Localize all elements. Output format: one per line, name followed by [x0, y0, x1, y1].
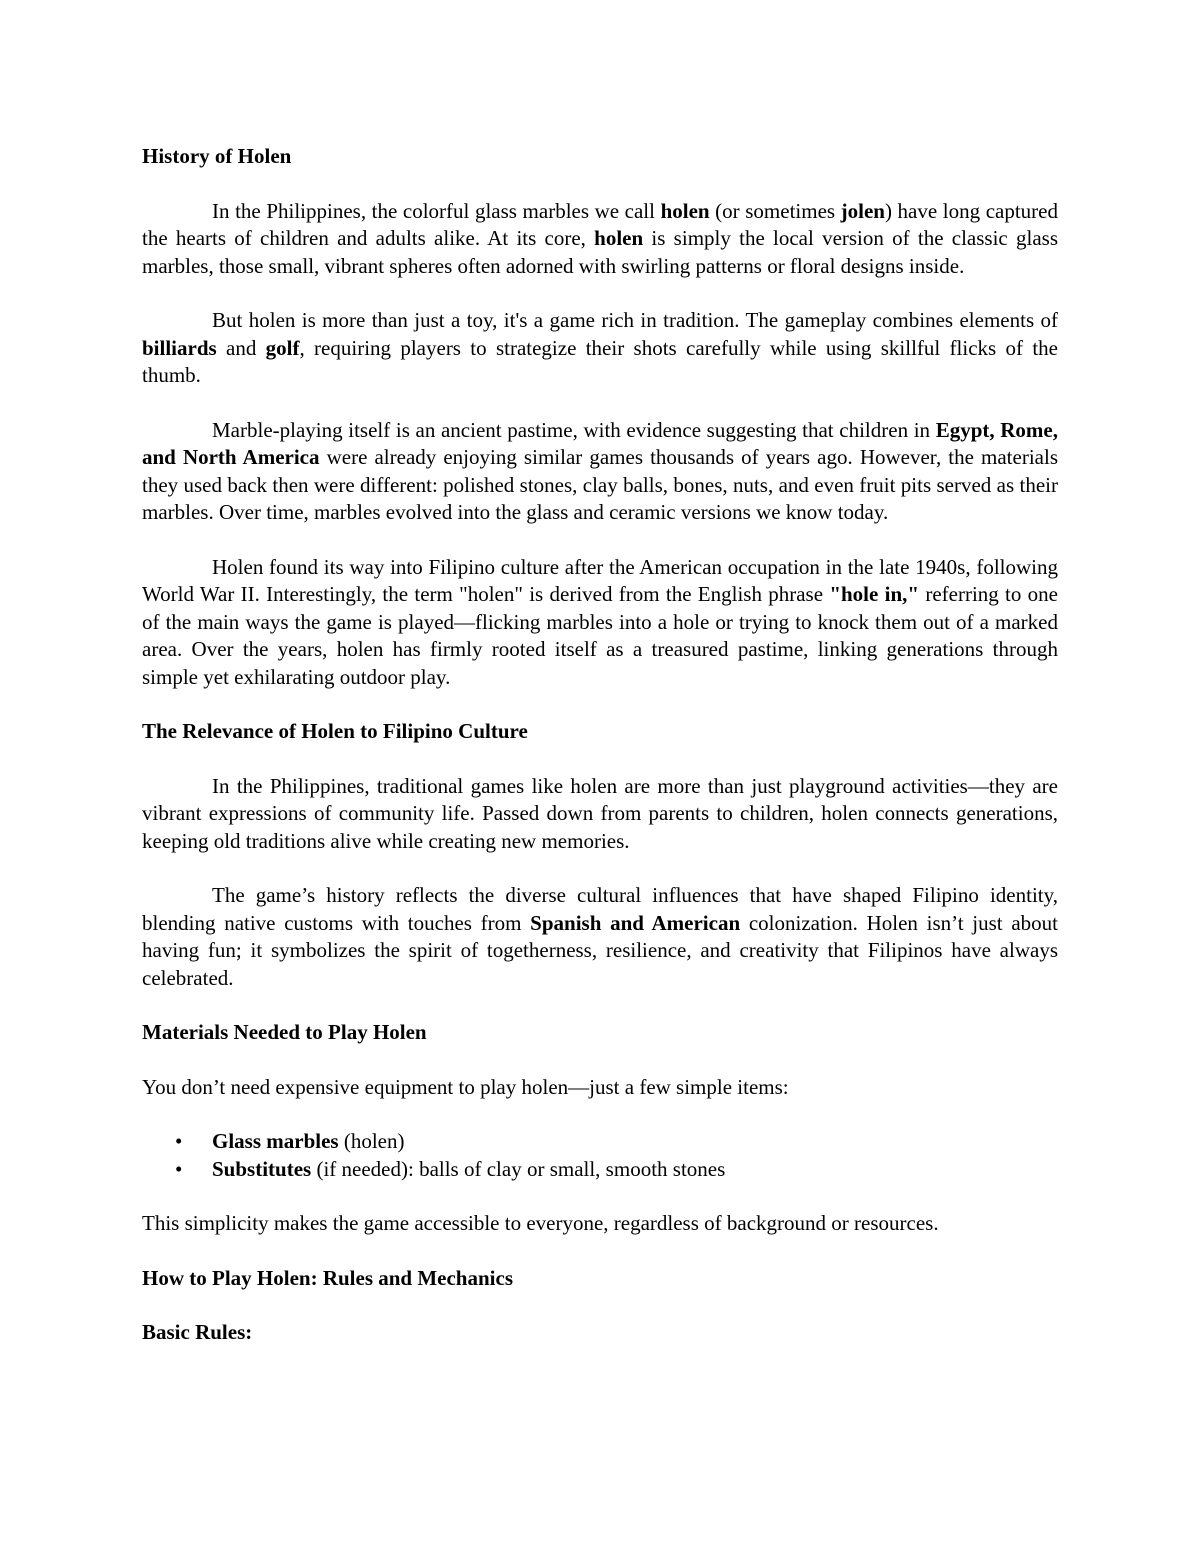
text-run: In the Philippines, the colorful glass marbles we call	[212, 198, 661, 223]
text-run: referring to one of the main ways the game is played—flicking marbles into a hole or trying to knock them out of a marked area. Over the years, holen has firmly rooted itself as a treasured pastime, linking generations through simple yet exhilarating outdoor play.	[142, 582, 1058, 689]
spacer	[142, 390, 1058, 417]
subheading-basic-rules: Basic Rules:	[142, 1320, 253, 1344]
text-run: colonization. Holen isn’t just about having fun; it symbolizes the spirit of togetherness, resilience, and creativity that Filipinos have always celebrated.	[142, 910, 1058, 990]
list-item-term: Glass marbles	[212, 1129, 339, 1153]
text-run: (or sometimes	[709, 198, 841, 223]
spacer	[142, 1238, 1058, 1265]
paragraph-history-4	[142, 554, 1058, 692]
bold-term-jolen: jolen	[840, 198, 885, 223]
section-heading-relevance: The Relevance of Holen to Filipino Culture	[142, 719, 528, 743]
text-run: is simply the local version of the classic glass marbles, those small, vibrant spheres often adorned with swirling patterns or floral designs inside.	[142, 226, 1058, 278]
spacer	[142, 746, 1058, 773]
spacer	[142, 992, 1058, 1019]
paragraph-relevance-2	[142, 882, 1058, 992]
bold-term-billiards: billiards	[142, 335, 217, 360]
spacer	[142, 527, 1058, 554]
bold-term-spanish-american: Spanish and American	[530, 910, 741, 935]
list-item-term: Substitutes	[212, 1156, 312, 1181]
spacer	[142, 855, 1058, 882]
list-item-text: (if needed): balls of clay or small, smooth stones	[311, 1156, 726, 1181]
bold-term-hole-in: "hole in,"	[829, 582, 920, 606]
text-run: , requiring players to strategize their shots carefully while using skillful flicks of the thumb.	[142, 335, 1058, 387]
section-heading-how-to-play: How to Play Holen: Rules and Mechanics	[142, 1265, 513, 1290]
spacer	[142, 171, 1058, 198]
bullet-icon: •	[175, 1129, 183, 1153]
spacer	[142, 1292, 1058, 1319]
paragraph-materials-intro: You don’t need expensive equipment to play holen—just a few simple items:	[142, 1074, 789, 1099]
paragraph-materials-outro: This simplicity makes the game accessible to everyone, regardless of background or resources.	[142, 1211, 939, 1235]
paragraph-history-1	[142, 198, 1058, 281]
bold-term-countries: Egypt, Rome, and North America	[142, 417, 1058, 469]
list-item	[142, 1156, 1058, 1184]
section-heading-history: History of Holen	[142, 144, 292, 168]
text-run: Holen found its way into Filipino culture after the American occupation in the late 1940s, following World War II. Interestingly, the term "holen" is derived from the English phrase	[142, 554, 1058, 606]
list-item-text: (holen)	[338, 1129, 405, 1153]
text-run: were already enjoying similar games thousands of years ago. However, the materials they used back then were different: polished stones, clay balls, bones, nuts, and even fruit pits served as their marbles. Over time, marbles evolved into the glass and ceramic versions we know today.	[142, 445, 1058, 524]
paragraph-history-3	[142, 417, 1058, 527]
spacer	[142, 1183, 1058, 1210]
text-run: Marble-playing itself is an ancient pastime, with evidence suggesting that children in	[212, 417, 936, 442]
section-heading-materials: Materials Needed to Play Holen	[142, 1020, 427, 1044]
document-body	[142, 143, 1058, 1347]
bold-term-holen: holen	[594, 226, 644, 250]
bold-term-golf: golf	[265, 335, 300, 360]
paragraph-relevance-1: In the Philippines, traditional games like holen are more than just playground activities—they are vibrant expressions of community life. Passed down from parents to children, holen connects generations, keeping old traditions alive while creating new memories.	[142, 773, 1058, 853]
text-run: But holen is more than just a toy, it's a game rich in tradition. The gameplay combines elements of	[212, 308, 1058, 332]
materials-list	[142, 1128, 1058, 1183]
text-run: The game’s history reflects the diverse cultural influences that have shaped Filipino identity, blending native customs with touches from	[142, 883, 1058, 935]
spacer	[142, 1047, 1058, 1074]
bold-term-holen: holen	[660, 198, 710, 223]
bullet-icon: •	[175, 1156, 183, 1181]
text-run: ) have long captured the hearts of children and adults alike. At its core,	[142, 198, 1058, 250]
spacer	[142, 1101, 1058, 1128]
list-item	[142, 1128, 1058, 1156]
paragraph-history-2	[142, 307, 1058, 390]
spacer	[142, 280, 1058, 307]
text-run: and	[216, 335, 266, 360]
spacer	[142, 691, 1058, 718]
